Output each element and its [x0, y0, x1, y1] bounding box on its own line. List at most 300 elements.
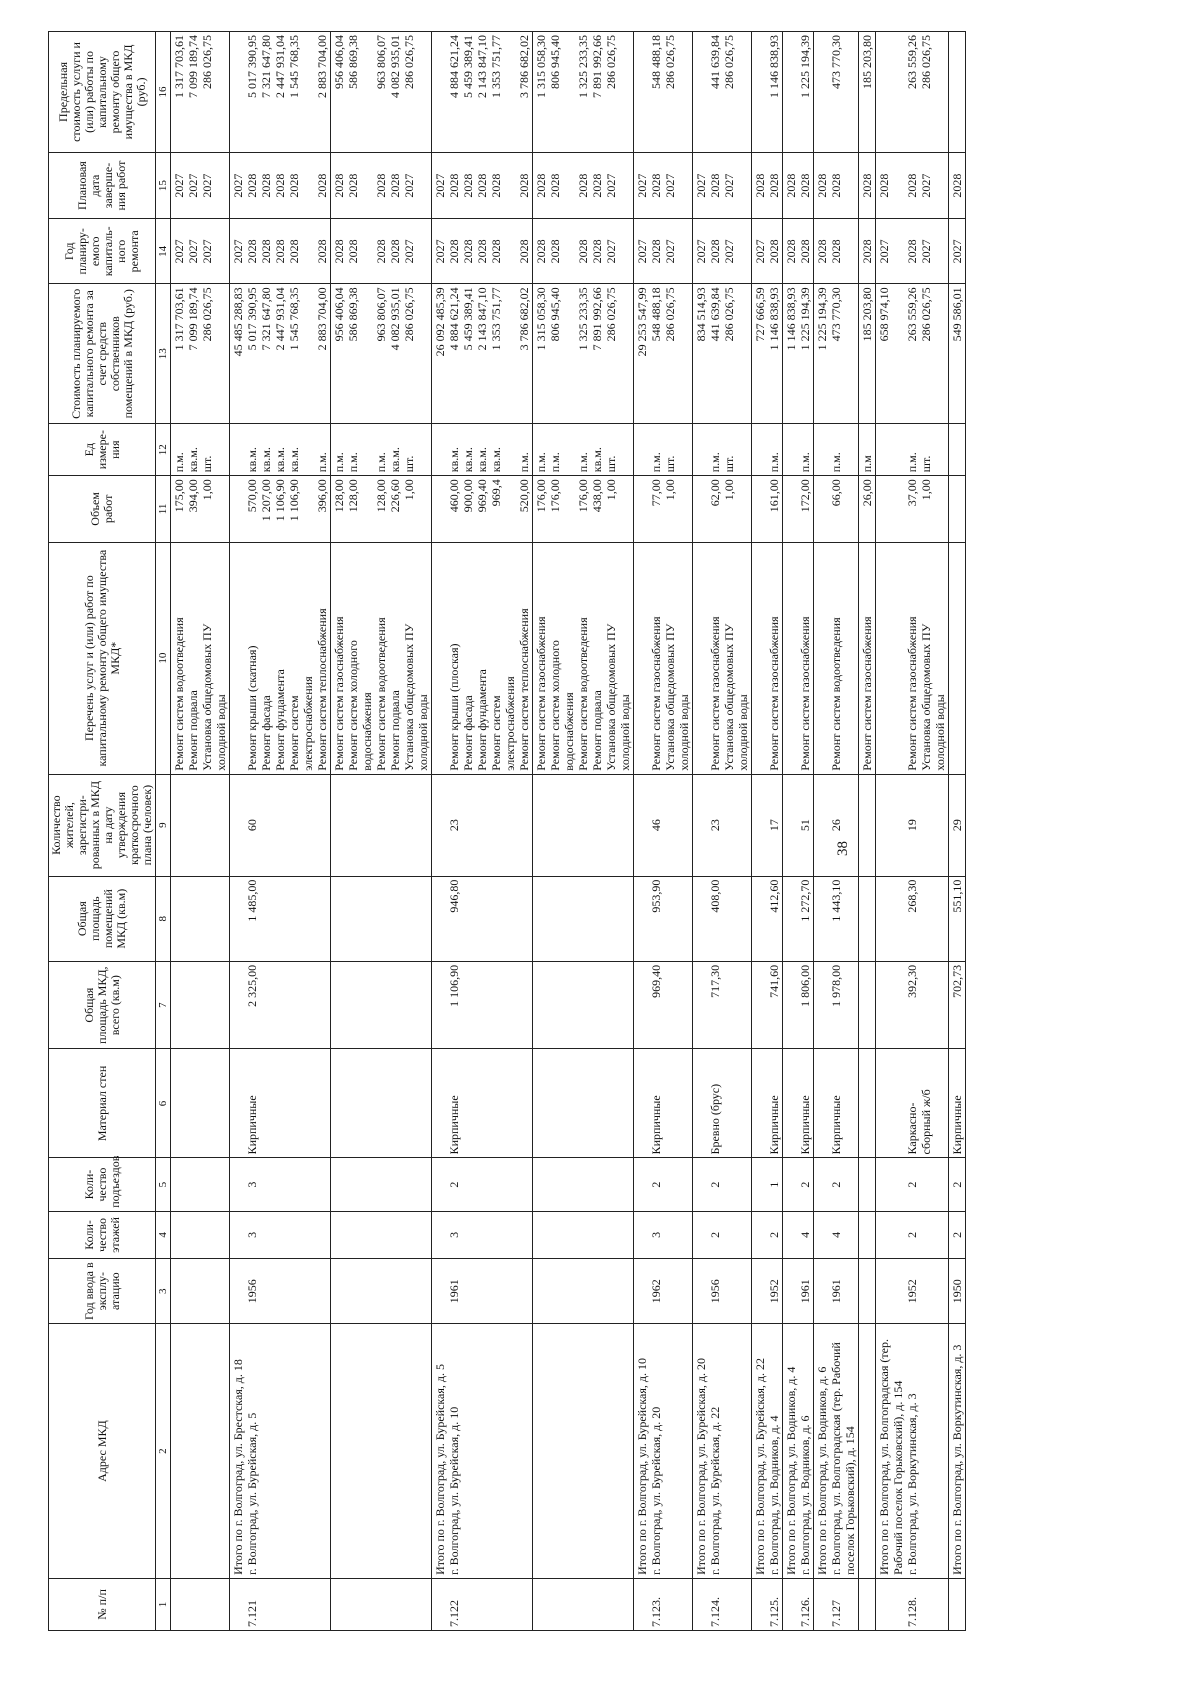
column-number-6: 6 [156, 1049, 171, 1158]
column-header-11: Объем работ [49, 476, 156, 542]
cell-text: 2027 [919, 173, 933, 198]
table-cell-col-14 [859, 219, 876, 284]
cell-text: 2027 [877, 239, 891, 264]
cell-text: 1 443,10 [829, 879, 843, 922]
cell-text: 2028 [517, 239, 531, 264]
cell-text: 2028 [534, 239, 548, 264]
table-cell-col-1 [752, 1578, 783, 1630]
cell-text [214, 287, 228, 420]
cell-text: 286 026,75 [604, 35, 618, 89]
table-cell-col-3 [876, 1259, 949, 1324]
table-cell-col-13 [752, 284, 783, 424]
cell-text [950, 546, 964, 771]
cell-text: 408,00 [708, 879, 722, 913]
cell-text [677, 287, 691, 420]
table-cell-col-5 [783, 1158, 814, 1211]
table-cell-col-4 [533, 1211, 634, 1258]
cell-text: п.м. [374, 452, 388, 473]
table-cell-col-12 [533, 424, 634, 476]
cell-text [618, 479, 632, 538]
cell-text [332, 965, 346, 1046]
cell-text [753, 965, 767, 1046]
table-cell-col-6 [752, 1049, 783, 1158]
cell-text: 2027 [200, 239, 214, 264]
cell-text: Ремонт подвала [186, 690, 200, 771]
cell-text: 1 353 751,77 [489, 287, 503, 351]
cell-text [860, 1215, 874, 1255]
cell-text [784, 1582, 798, 1627]
table-cell-col-6 [876, 1049, 949, 1158]
cell-text [332, 1052, 346, 1154]
table-cell-col-13 [634, 284, 693, 424]
cell-text [694, 880, 708, 958]
table-cell-col-11 [949, 476, 966, 542]
cell-text: 2027 [433, 173, 447, 198]
cell-text: Итого по г. Волгоград, ул. Водников, д. 4 [784, 1366, 798, 1575]
cell-text: 1 146 838,93 [767, 287, 781, 351]
cell-text: 551,10 [950, 879, 964, 913]
cell-text: 2 [905, 1231, 919, 1238]
cell-text: 2028 [708, 173, 722, 198]
cell-text: Кирпичные [447, 1095, 461, 1155]
table-cell-col-9 [814, 774, 859, 876]
cell-text: Ремонт подвала [388, 690, 402, 771]
column-header-10: Перечень услуг и (или) работ по капитальному ремонту общего имущества МКД* [49, 542, 156, 774]
table-cell-col-14 [634, 219, 693, 284]
cell-text: Ремонт крыши (плоская) [447, 643, 461, 771]
table-cell-col-9 [634, 774, 693, 876]
cell-text: 19 [905, 819, 919, 832]
column-number-row [156, 32, 171, 1631]
table-cell-col-9 [859, 774, 876, 876]
cell-text [877, 427, 891, 472]
cell-text: 5 459 389,41 [461, 287, 475, 351]
cell-text: шт. [200, 455, 214, 473]
table-cell-col-12 [783, 424, 814, 476]
cell-text: 2028 [346, 239, 360, 264]
cell-text: 1 315 058,30 [534, 287, 548, 351]
table-cell-col-14 [331, 219, 432, 284]
cell-text: 1 315 058,30 [534, 35, 548, 98]
cell-text: 2028 [332, 173, 346, 198]
cell-text [231, 35, 245, 149]
cell-text: 286 026,75 [663, 35, 677, 89]
cell-text: кв.м. [475, 447, 489, 473]
table-cell-col-10 [814, 542, 859, 774]
table-cell-col-12 [634, 424, 693, 476]
cell-text: 46 [649, 819, 663, 832]
table-cell-col-3 [634, 1259, 693, 1324]
cell-text: холодной воды [933, 694, 947, 771]
table-cell-col-14 [876, 219, 949, 284]
cell-text: 268,30 [905, 879, 919, 913]
cell-text: 7 321 647,80 [259, 287, 273, 351]
cell-text: г. Волгоград, ул. Водников, д. 4 [767, 1415, 781, 1575]
cell-text: Ремонт систем водоотведения [576, 617, 590, 771]
cell-text: 2028 [590, 173, 604, 198]
cell-text: г. Волгоград, ул. Бурейская, д. 10 [447, 1406, 461, 1575]
cell-text [815, 1582, 829, 1627]
cell-text [231, 546, 245, 771]
cell-text: 4 [829, 1231, 843, 1238]
cell-text: 2028 [576, 239, 590, 264]
cell-text: поселок Горьковский), д. 154 [843, 1426, 857, 1575]
cell-text: 26,00 [860, 479, 874, 507]
table-cell-col-8 [814, 876, 859, 961]
cell-text [231, 1215, 245, 1255]
table-cell-col-5 [533, 1158, 634, 1211]
table-row [783, 32, 814, 1631]
cell-text: 1961 [447, 1279, 461, 1304]
cell-text [172, 880, 186, 958]
table-cell-col-13 [171, 284, 230, 424]
cell-text: 2028 [950, 173, 964, 198]
cell-text [877, 1582, 891, 1627]
table-cell-col-10 [331, 542, 432, 774]
table-cell-col-10 [949, 542, 966, 774]
table-cell-col-7 [783, 961, 814, 1049]
cell-text: 2 [767, 1231, 781, 1238]
cell-text [784, 1262, 798, 1320]
cell-text: 2027 [200, 173, 214, 198]
cell-text [815, 427, 829, 472]
cell-text [860, 778, 874, 873]
table-row [634, 32, 693, 1631]
cell-text [172, 1327, 186, 1575]
table-cell-col-7 [876, 961, 949, 1049]
cell-text [784, 880, 798, 958]
cell-text: Ремонт систем водоотведения [374, 617, 388, 771]
cell-text: п.м. [905, 452, 919, 473]
table-row [876, 32, 949, 1631]
cell-text: 2027 [172, 173, 186, 198]
cell-text: 1 106,90 [287, 479, 301, 522]
table-cell-col-11 [230, 476, 331, 542]
table-cell-col-8 [859, 876, 876, 961]
cell-text: электроснабжения [503, 676, 517, 771]
cell-text [635, 1052, 649, 1154]
cell-text: 128,00 [346, 479, 360, 513]
cell-text [172, 1582, 186, 1627]
table-cell-col-12 [331, 424, 432, 476]
cell-text: 4 884 621,24 [447, 287, 461, 351]
cell-text: 2 447 931,04 [273, 35, 287, 98]
cell-text: Рабочий поселок Горьковский), д. 154 [891, 1380, 905, 1575]
cell-text: 2027 [753, 239, 767, 264]
cell-text [815, 546, 829, 771]
column-header-16: Предельная стоимость услуги и (или) работы по капитальному ремонту общего имущества в МКД (руб.) [49, 32, 156, 153]
cell-text: 2028 [767, 239, 781, 264]
cell-text: Установка общедомовых ПУ [200, 623, 214, 771]
cell-text: 2028 [784, 173, 798, 198]
cell-text: 473 770,30 [829, 287, 843, 342]
cell-text: Итого по г. Волгоград, ул. Брестская, д. 18 [231, 1359, 245, 1575]
cell-text [301, 287, 315, 420]
cell-text [562, 479, 576, 538]
table-cell-col-7 [331, 961, 432, 1049]
table-cell-col-3 [814, 1259, 859, 1324]
cell-text [677, 427, 691, 472]
cell-text [172, 1161, 186, 1207]
table-cell-col-4 [432, 1211, 533, 1258]
cell-text: 549 586,01 [950, 287, 964, 342]
table-cell-col-10 [230, 542, 331, 774]
cell-text [360, 479, 374, 538]
cell-text [891, 222, 905, 280]
table-cell-col-10 [859, 542, 876, 774]
cell-text: 263 559,26 [905, 35, 919, 89]
cell-text: 2028 [245, 173, 259, 198]
cell-text: Итого по г. Волгоград, ул. Бурейская, д. 5 [433, 1363, 447, 1575]
cell-text [891, 479, 905, 538]
cell-text: 1 146 838,93 [784, 287, 798, 351]
cell-text: 2028 [315, 173, 329, 198]
cell-text [534, 1327, 548, 1575]
cell-text: 2 [950, 1231, 964, 1238]
table-cell-col-6 [693, 1049, 752, 1158]
cell-text: 2028 [815, 239, 829, 264]
cell-text [503, 287, 517, 420]
table-cell-col-15 [230, 152, 331, 218]
table-cell-col-16 [783, 32, 814, 153]
table-cell-col-3 [693, 1259, 752, 1324]
column-header-6: Материал стен [49, 1049, 156, 1158]
cell-text: 548 488,18 [649, 35, 663, 89]
cell-text [891, 1215, 905, 1255]
table-cell-col-8 [783, 876, 814, 961]
cell-text: 2028 [374, 239, 388, 264]
cell-text: 2027 [402, 239, 416, 264]
cell-text: 2028 [447, 173, 461, 198]
cell-text: п.м. [346, 452, 360, 473]
cell-text [843, 479, 857, 538]
table-cell-col-12 [876, 424, 949, 476]
table-cell-col-13 [693, 284, 752, 424]
cell-text [694, 427, 708, 472]
table-cell-col-14 [171, 219, 230, 284]
cell-text [214, 479, 228, 538]
cell-text [231, 965, 245, 1046]
cell-text: 77,00 [649, 479, 663, 507]
cell-text [231, 1582, 245, 1627]
cell-text [416, 287, 430, 420]
column-header-2: Адрес МКД [49, 1324, 156, 1579]
table-cell-col-16 [752, 32, 783, 153]
cell-text [784, 35, 798, 149]
cell-text [433, 965, 447, 1046]
cell-text: 2028 [489, 173, 503, 198]
cell-text: 1 225 194,39 [798, 35, 812, 98]
cell-text: 2028 [649, 239, 663, 264]
cell-text: 2028 [388, 239, 402, 264]
cell-text [815, 965, 829, 1046]
cell-text [231, 427, 245, 472]
cell-text: 2027 [694, 173, 708, 198]
cell-text [784, 427, 798, 472]
cell-text [860, 880, 874, 958]
table-row [432, 32, 533, 1631]
column-number-16: 16 [156, 32, 171, 153]
cell-text [332, 1582, 346, 1627]
cell-text [231, 1161, 245, 1207]
cell-text: электроснабжения [301, 676, 315, 771]
cell-text: 3 [245, 1181, 259, 1188]
cell-text [784, 479, 798, 538]
cell-text [635, 35, 649, 149]
table-cell-col-12 [859, 424, 876, 476]
table-cell-col-3 [171, 1259, 230, 1324]
table-cell-col-11 [171, 476, 230, 542]
cell-text [433, 778, 447, 873]
cell-text: 2027 [433, 239, 447, 264]
cell-text: 26 092 485,39 [433, 287, 447, 357]
cell-text [635, 1582, 649, 1627]
column-number-1: 1 [156, 1578, 171, 1630]
cell-text: 2028 [798, 173, 812, 198]
table-cell-col-3 [331, 1259, 432, 1324]
cell-text: шт. [604, 455, 618, 473]
cell-text: Установка общедомовых ПУ [919, 623, 933, 771]
cell-text [843, 222, 857, 280]
cell-text: 2028 [860, 173, 874, 198]
cell-text [753, 1262, 767, 1320]
cell-text [877, 965, 891, 1046]
table-cell-col-5 [230, 1158, 331, 1211]
cell-text [736, 479, 750, 538]
cell-text: 1 325 233,35 [576, 287, 590, 351]
cell-text: кв.м. [245, 447, 259, 473]
table-cell-col-9 [331, 774, 432, 876]
cell-text: 2028 [767, 173, 781, 198]
cell-text: 1 325 233,35 [576, 35, 590, 98]
cell-text: 2028 [388, 173, 402, 198]
table-cell-col-16 [634, 32, 693, 153]
column-header-13: Стоимость планируемого капитального ремонта за счет средств собственников помещений в МКД (руб.) [49, 284, 156, 424]
cell-text [231, 479, 245, 538]
cell-text: 969,4 [489, 479, 503, 507]
cell-text: Ремонт систем газоснабжения [860, 616, 874, 771]
cell-text: Кирпичные [767, 1095, 781, 1155]
cell-text: Каркасно- [905, 1102, 919, 1155]
table-cell-col-9 [752, 774, 783, 876]
cell-text: 2028 [576, 173, 590, 198]
table-cell-col-2 [533, 1324, 634, 1579]
cell-text [618, 287, 632, 420]
cell-text [694, 1582, 708, 1627]
cell-text: 1 806,00 [798, 964, 812, 1007]
cell-text [332, 1327, 346, 1575]
table-cell-col-7 [230, 961, 331, 1049]
cell-text: 2 [447, 1181, 461, 1188]
cell-text: 2027 [172, 239, 186, 264]
table-cell-col-8 [634, 876, 693, 961]
cell-text [784, 1161, 798, 1207]
cell-text [618, 222, 632, 280]
table-cell-col-9 [876, 774, 949, 876]
cell-text: холодной воды [214, 694, 228, 771]
table-cell-col-11 [814, 476, 859, 542]
cell-text: 1 106,90 [447, 964, 461, 1007]
cell-text: п.м [860, 455, 874, 473]
cell-text [562, 287, 576, 420]
cell-text: 1,00 [722, 479, 736, 501]
table-row [859, 32, 876, 1631]
cell-text [736, 222, 750, 280]
cell-text [534, 1582, 548, 1627]
cell-text: г. Волгоград, ул. Воркутинская, д. 3 [905, 1393, 919, 1575]
cell-text [635, 778, 649, 873]
cell-text: 1 317 703,61 [172, 35, 186, 98]
cell-text: 2028 [461, 173, 475, 198]
cell-text [301, 479, 315, 538]
header-row [49, 32, 156, 1631]
cell-text [503, 427, 517, 472]
cell-text: 2027 [722, 239, 736, 264]
table-cell-col-11 [783, 476, 814, 542]
cell-text [891, 427, 905, 472]
cell-text: 2028 [860, 239, 874, 264]
cell-text [562, 156, 576, 215]
table-cell-col-12 [171, 424, 230, 476]
table-cell-col-2 [331, 1324, 432, 1579]
cell-text: 900,00 [461, 479, 475, 513]
cell-text: шт. [919, 455, 933, 473]
cell-text: Ремонт систем газоснабжения [332, 616, 346, 771]
cell-text: Итого по г. Волгоград, ул. Волгоградская (тер. [877, 1339, 891, 1575]
cell-text: 2 883 704,00 [315, 35, 329, 98]
cell-text [843, 156, 857, 215]
cell-text: 441 639,84 [708, 287, 722, 342]
cell-text: 286 026,75 [402, 35, 416, 89]
cell-text: 2028 [649, 173, 663, 198]
cell-text: 3 [245, 1231, 259, 1238]
cell-text [753, 1052, 767, 1154]
cell-text: 956 406,04 [332, 287, 346, 342]
cell-text: 286 026,75 [200, 35, 214, 89]
cell-text: Кирпичные [649, 1095, 663, 1155]
cell-text [332, 1262, 346, 1320]
cell-text [534, 1215, 548, 1255]
cell-text [635, 546, 649, 771]
cell-text: 2028 [905, 239, 919, 264]
cell-text: 7.122 [447, 1600, 461, 1627]
table-cell-col-13 [949, 284, 966, 424]
cell-text: 1 146 838,93 [767, 35, 781, 98]
cell-text [416, 479, 430, 538]
cell-text: 185 203,80 [860, 35, 874, 89]
column-header-14: Год планиру-емого капиталь-ного ремонта [49, 219, 156, 284]
table-cell-col-15 [533, 152, 634, 218]
cell-text [891, 35, 905, 149]
cell-text: 586 869,38 [346, 287, 360, 342]
cell-text [736, 35, 750, 149]
table-cell-col-11 [533, 476, 634, 542]
cell-text: 956 406,04 [332, 35, 346, 89]
cell-text: 286 026,75 [919, 287, 933, 342]
column-number-8: 8 [156, 876, 171, 961]
table-cell-col-4 [876, 1211, 949, 1258]
table-cell-col-16 [230, 32, 331, 153]
cell-text: Установка общедомовых ПУ [402, 623, 416, 771]
cell-text: 2028 [259, 173, 273, 198]
cell-text [360, 427, 374, 472]
cell-text [843, 1052, 857, 1154]
cell-text: 5 459 389,41 [461, 35, 475, 98]
cell-text [843, 287, 857, 420]
cell-text [677, 222, 691, 280]
cell-text [815, 1215, 829, 1255]
cell-text: 2 [905, 1181, 919, 1188]
